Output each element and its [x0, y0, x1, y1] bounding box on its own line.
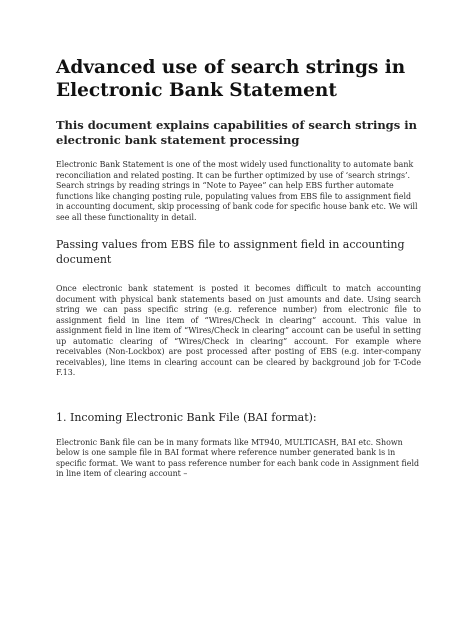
intro-paragraph: Electronic Bank Statement is one of the most widely used functionality to automate bank reconciliation and related posting. It can be further optimized by use of ‘search strings’. Search strings by reading strings in “Note to Payee” can help EBS further automate functions like changing posting rule, populating values from EBS file to assignment field in accounting document, skip processing of bank code for specific house bank etc. We will see all these functionality in detail.: [56, 160, 418, 222]
document-title: Advanced use of search strings in Electronic Bank Statement: [56, 57, 406, 101]
section-paragraph-assignment: Once electronic bank statement is posted it becomes difficult to match accounting document with physical bank statements based on just amounts and date. Using search string we can pass specific string (e.g. reference number) from electronic file to assignment field in line item of “Wires/Check in clearing” account. This value in assignment field in line item of “Wires/Check in clearing” account can be useful in setting up automatic clearing of “Wires/Check in clearing” account. For example where receivables (Non-Lockbox) are post processed after posting of EBS (e.g. inter-company receivables), line items in clearing account can be cleared by background job for T-Code F.13.: [56, 284, 421, 377]
section-heading-incoming-file: 1. Incoming Electronic Bank File (BAI format):: [56, 410, 317, 424]
document-subtitle: This document explains capabilities of search strings in electronic bank statement processing: [56, 118, 417, 147]
section-paragraph-incoming-file: Electronic Bank file can be in many formats like MT940, MULTICASH, BAI etc. Shown below is one sample file in BAI format where reference number generated bank is in specific format. We want to pass reference number for each bank code in Assignment field in line item of clearing account –: [56, 437, 420, 478]
section-heading-assignment: Passing values from EBS file to assignment field in accounting document: [56, 238, 405, 266]
document-page: [56, 56, 421, 480]
